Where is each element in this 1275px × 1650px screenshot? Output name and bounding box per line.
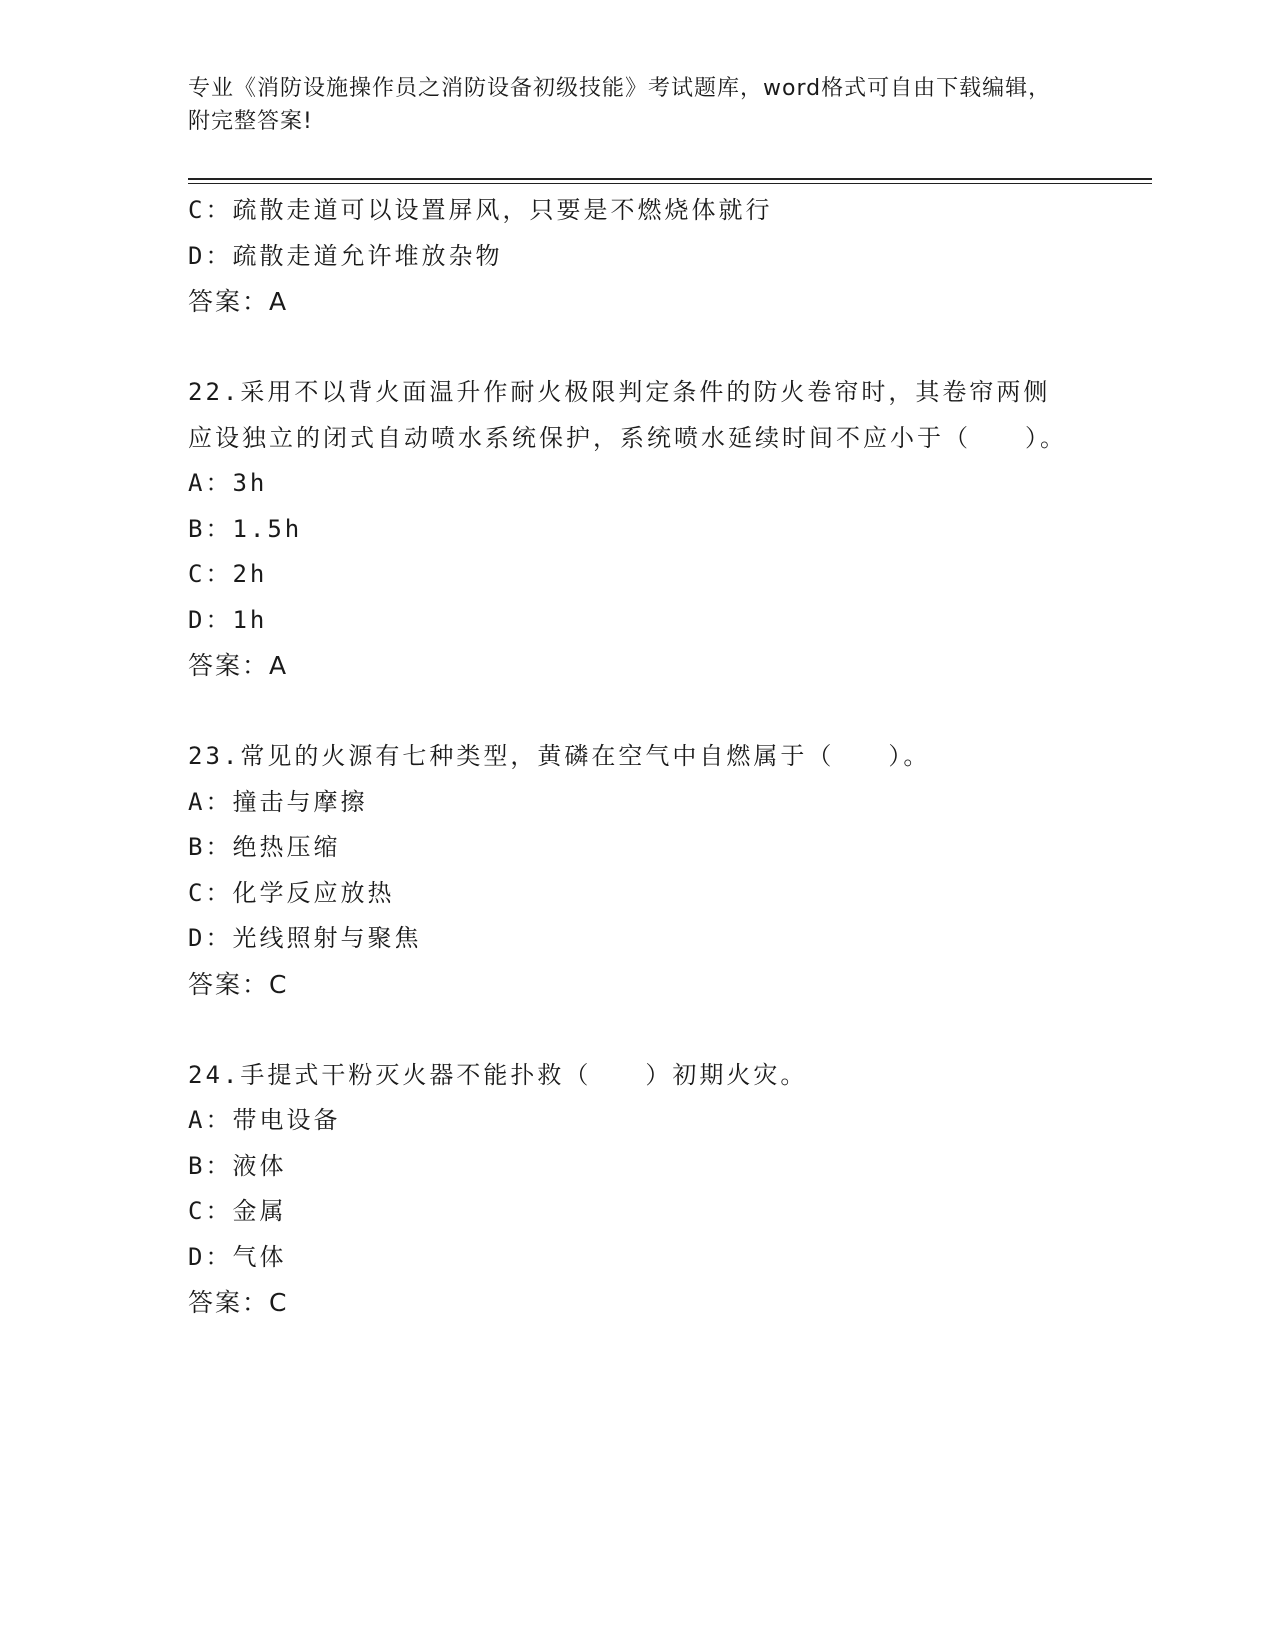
option-c: C：化学反应放热 [188, 878, 395, 907]
answer-label: 答案：C [188, 969, 289, 999]
header-divider-thin [188, 183, 1152, 184]
option-a: A：3h [188, 469, 268, 497]
answer-label: 答案：A [188, 287, 289, 316]
spacer [188, 689, 1088, 735]
question-24 [188, 1053, 1088, 1326]
option-b: B：1.5h [188, 514, 303, 543]
question-stem: 24.手提式干粉灭火器不能扑救（ ）初期火灾。 [188, 1060, 808, 1089]
spacer [188, 1007, 1088, 1053]
option-c: C：2h [188, 560, 268, 588]
answer-label: 答案：A [188, 651, 289, 680]
option-c: C：金属 [188, 1197, 287, 1225]
answer-label: 答案：C [188, 1288, 289, 1317]
spacer [188, 325, 1088, 371]
page-header: 专业《消防设施操作员之消防设备初级技能》考试题库，word格式可自由下载编辑，附完整答案! [188, 76, 1052, 134]
question-content [188, 188, 1088, 1326]
option-d: D：疏散走道允许堆放杂物 [188, 241, 503, 270]
option-a: A：带电设备 [188, 1106, 341, 1134]
carryover-block [188, 188, 1088, 325]
option-a: A：撞击与摩擦 [188, 787, 368, 816]
header-divider-thick [188, 178, 1152, 180]
option-c: C：疏散走道可以设置屏风，只要是不燃烧体就行 [188, 196, 773, 224]
option-b: B：液体 [188, 1151, 287, 1180]
question-stem: 23.常见的火源有七种类型，黄磷在空气中自燃属于（ ）。 [188, 742, 931, 770]
option-d: D：气体 [188, 1242, 287, 1271]
option-d: D：1h [188, 605, 268, 634]
question-23 [188, 734, 1088, 1007]
question-22 [188, 370, 1088, 689]
option-b: B：绝热压缩 [188, 833, 341, 861]
option-d: D：光线照射与聚焦 [188, 924, 422, 952]
question-stem: 22.采用不以背火面温升作耐火极限判定条件的防火卷帘时，其卷帘两侧应设独立的闭式自动喷水系统保护，系统喷水延续时间不应小于（ ）。 [188, 378, 1067, 452]
